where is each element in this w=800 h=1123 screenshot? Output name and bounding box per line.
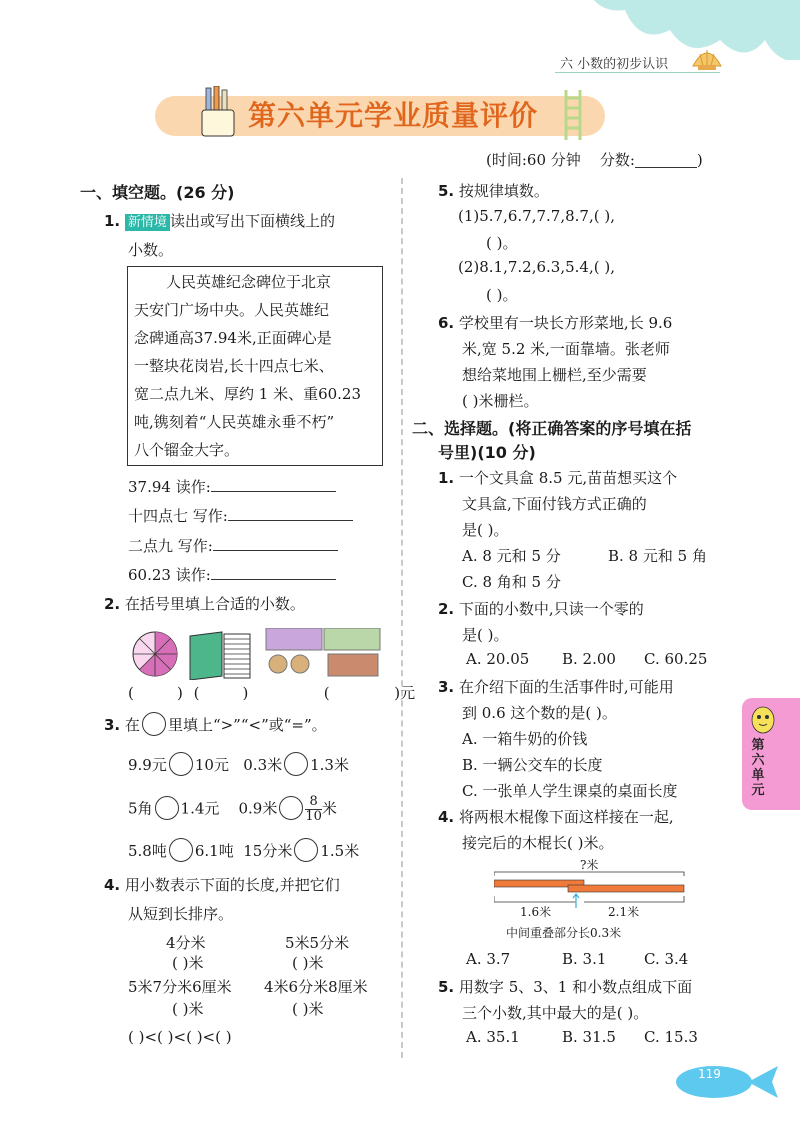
column-divider	[401, 178, 403, 1058]
q1-stem2: 小数。	[128, 241, 174, 259]
time-text: (时间:60 分钟	[486, 151, 581, 169]
q1-stem: 1. 新情境 读出或写出下面横线上的	[104, 212, 335, 230]
compare-circle[interactable]	[279, 796, 303, 820]
c2-line: 2. 下面的小数中,只读一个零的	[438, 600, 644, 618]
q6-line: 6. 学校里有一块长方形菜地,长 9.6	[438, 314, 673, 332]
passage-line: 一整块花岗岩,长十四点七米、	[134, 357, 334, 375]
header-rule	[555, 72, 720, 73]
passage-line: 念碑通高37.94米,正面碑心是	[134, 329, 332, 347]
q3-row2: 5角 1.4元 0.9米 $\frac{8}{10}$ 米	[128, 794, 337, 824]
compare-circle[interactable]	[169, 752, 193, 776]
answer-line-4: 60.23 读作:	[128, 564, 336, 585]
money-notes-icon	[266, 628, 380, 676]
section2-title2: 号里)(10 分)	[438, 443, 536, 462]
q3-stem: 3. 在 里填上“>”“<”或“=”。	[104, 712, 327, 736]
c5-line[interactable]: 三个小数,其中最大的是( )。	[462, 1004, 649, 1022]
compare-circle[interactable]	[169, 838, 193, 862]
compare-circle	[142, 712, 166, 736]
answer-blank[interactable]	[211, 565, 336, 580]
stick-total-label: ?米	[580, 858, 599, 872]
option[interactable]: C. 15.3	[644, 1028, 698, 1046]
q3-row1: 9.9元 10元 0.3米 1.3米	[128, 752, 349, 776]
passage-line: 天安门广场中央。人民英雄纪	[134, 301, 330, 319]
square-grid-icon	[190, 632, 250, 680]
option[interactable]: B. 31.5	[562, 1028, 616, 1046]
fraction-8-10: $\frac{8}{10}$	[305, 794, 322, 824]
q4-blank[interactable]: ( )米	[292, 954, 324, 972]
c1-line[interactable]: 是( )。	[462, 521, 509, 539]
compare-circle[interactable]	[294, 838, 318, 862]
option[interactable]: A. 8 元和 5 分	[462, 547, 561, 565]
q6-line[interactable]: ( )米栅栏。	[462, 392, 539, 410]
stick-right-label: 2.1米	[608, 905, 640, 919]
q4-order[interactable]: ( )<( )<( )<( )	[128, 1028, 232, 1046]
q2-figures	[130, 628, 385, 680]
passage-line: 人民英雄纪念碑位于北京	[166, 273, 332, 291]
section2-title: 二、选择题。(将正确答案的序号填在括	[412, 419, 692, 438]
q6-line: 米,宽 5.2 米,一面靠墙。张老师	[462, 340, 670, 358]
c5-line: 5. 用数字 5、3、1 和小数点组成下面	[438, 978, 693, 996]
answer-line-3: 二点九 写作:	[128, 535, 338, 556]
option[interactable]: B. 一辆公交车的长度	[462, 756, 603, 774]
ladder-icon	[560, 90, 586, 140]
option[interactable]: C. 8 角和 5 分	[462, 573, 561, 591]
q4-stem2: 从短到长排序。	[128, 905, 234, 923]
q3-row3: 5.8吨 6.1吨 15分米 1.5米	[128, 838, 359, 862]
option[interactable]: A. 一箱牛奶的价钱	[462, 730, 588, 748]
section1-title: 一、填空题。(26 分)	[80, 183, 235, 202]
stick-left-label: 1.6米	[520, 905, 552, 919]
q4-stem: 4. 用小数表示下面的长度,并把它们	[104, 876, 340, 894]
q6-line: 想给菜地围上栅栏,至少需要	[462, 366, 647, 384]
time-score-line: (时间:60 分钟 分数: )	[486, 151, 703, 169]
side-tab-label: 第六单元	[751, 738, 765, 798]
option[interactable]: A. 20.05	[466, 650, 530, 668]
q4-blank[interactable]: ( )米	[292, 1000, 324, 1018]
compare-circle[interactable]	[284, 752, 308, 776]
answer-blank[interactable]	[211, 477, 336, 492]
q5-stem: 5. 按规律填数。	[438, 182, 549, 200]
c3-line[interactable]: 到 0.6 这个数的是( )。	[462, 704, 617, 722]
q5-line1b[interactable]: ( )。	[486, 234, 518, 252]
option[interactable]: C. 一张单人学生课桌的桌面长度	[462, 782, 678, 800]
answer-line-2: 十四点七 写作:	[128, 505, 353, 526]
option[interactable]: B. 8 元和 5 角	[608, 547, 707, 565]
pie-fraction-icon	[133, 632, 177, 676]
option[interactable]: A. 35.1	[466, 1028, 520, 1046]
q4-blank[interactable]: ( )米	[172, 1000, 204, 1018]
page-number: 119	[698, 1067, 721, 1081]
q4-item: 5米7分米6厘米	[128, 978, 232, 996]
pencil-cup-icon	[196, 86, 240, 138]
option[interactable]: C. 60.25	[644, 650, 708, 668]
q5-line2b[interactable]: ( )。	[486, 286, 518, 304]
q4-item: 4米6分米8厘米	[264, 978, 368, 996]
q5-line1[interactable]: (1)5.7,6.7,7.7,8.7,( ),	[458, 207, 615, 225]
stick-diagram	[494, 868, 694, 908]
option[interactable]: C. 3.4	[644, 950, 689, 968]
score-label: 分数:	[599, 151, 635, 169]
overlap-label: 中间重叠部分长0.3米	[506, 926, 622, 940]
q4-item: 5米5分米	[285, 934, 350, 952]
option[interactable]: B. 3.1	[562, 950, 607, 968]
page-title: 第六单元学业质量评价	[248, 99, 539, 132]
mascot-icon	[748, 700, 778, 736]
shell-icon	[690, 46, 724, 72]
option[interactable]: B. 2.00	[562, 650, 616, 668]
option[interactable]: A. 3.7	[466, 950, 511, 968]
score-blank[interactable]	[635, 153, 697, 168]
answer-blank[interactable]	[228, 506, 353, 521]
c1-line: 文具盒,下面付钱方式正确的	[462, 495, 647, 513]
q2-blanks: ( ) ( ) ( )元	[128, 684, 416, 702]
c1-line: 1. 一个文具盒 8.5 元,苗苗想买这个	[438, 469, 678, 487]
c4-line: 4. 将两根木棍像下面这样接在一起,	[438, 808, 674, 826]
new-context-tag: 新情境	[125, 214, 170, 231]
q4-item: 4分米	[166, 934, 206, 952]
passage-line: 宽二点九米、厚约 1 米、重60.23	[134, 385, 362, 403]
chapter-header: 六 小数的初步认识	[560, 57, 669, 72]
fish-icon	[672, 1062, 782, 1102]
c3-line: 3. 在介绍下面的生活事件时,可能用	[438, 678, 674, 696]
q5-line2[interactable]: (2)8.1,7.2,6.3,5.4,( ),	[458, 258, 615, 276]
answer-blank[interactable]	[213, 536, 338, 551]
c2-line[interactable]: 是( )。	[462, 626, 509, 644]
q4-blank[interactable]: ( )米	[172, 954, 204, 972]
q2-stem: 2. 在括号里填上合适的小数。	[104, 595, 305, 613]
compare-circle[interactable]	[155, 796, 179, 820]
passage-line: 八个镏金大字。	[134, 441, 240, 459]
passage-line: 吨,镌刻着“人民英雄永垂不朽”	[134, 413, 335, 431]
answer-line-1: 37.94 读作:	[128, 476, 336, 497]
c4-line[interactable]: 接完后的木棍长( )米。	[462, 834, 614, 852]
